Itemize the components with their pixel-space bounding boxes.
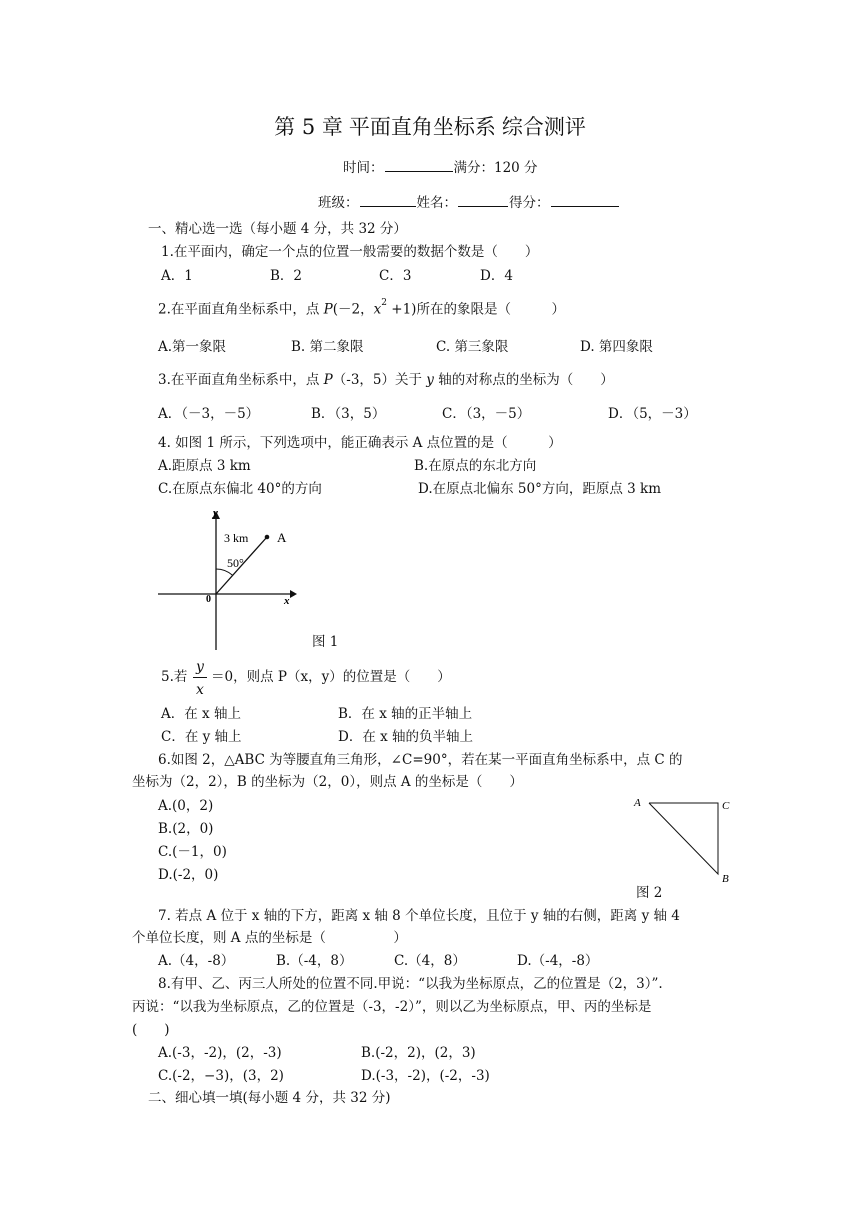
- q1-option-a: A．1: [161, 268, 193, 284]
- q6-option-d: D.(-2，0): [158, 867, 219, 883]
- fig1-x-label: x: [284, 595, 290, 607]
- q5-option-a: A．在 x 轴上: [161, 706, 241, 722]
- q5-option-b: B．在 x 轴的正半轴上: [338, 706, 473, 722]
- q3-option-c: C．（3，－5）: [442, 406, 531, 422]
- q8-option-b: B.(-2，2)，(2，3): [361, 1045, 476, 1061]
- figure-1-diagram: [150, 505, 350, 655]
- q6-option-a: A.(0，2): [158, 798, 214, 814]
- q1-option-c: C．3: [379, 268, 412, 284]
- q4-option-d: D.在原点北偏东 50°方向，距原点 3 km: [418, 481, 662, 497]
- page-title: 第 5 章 平面直角坐标系 综合测评: [274, 115, 586, 139]
- q7-option-a: A.（4，-8）: [158, 953, 235, 969]
- question-6-line-2: 坐标为（2，2），B 的坐标为（2，0），则点 A 的坐标是（ ）: [132, 774, 523, 790]
- q8-option-c: C.(-2，−3)，(3，2): [158, 1068, 284, 1084]
- q5-fraction-denominator: x: [196, 682, 204, 698]
- fig2-label-b: B: [722, 873, 729, 885]
- fig2-label-a: A: [634, 797, 641, 809]
- point-a-dot: [265, 535, 270, 540]
- q6-option-c: C.(－1，0): [158, 844, 227, 860]
- q3-option-a: A．（－3，－5）: [158, 406, 260, 422]
- q7-option-c: C.（4，8）: [394, 953, 466, 969]
- question-6-line-1: 6.如图 2，△ABC 为等腰直角三角形，∠C=90°，若在某一平面直角坐标系中，点 C 的: [158, 752, 683, 768]
- question-8-line-2: 丙说：“以我为坐标原点，乙的位置是（-3，-2）”，则以乙为坐标原点，甲、丙的坐标是: [132, 999, 652, 1015]
- q5-option-d: D．在 x 轴的负半轴上: [338, 729, 474, 745]
- q8-option-a: A.(-3，-2)，(2，-3): [158, 1045, 282, 1061]
- fig1-y-label: y: [213, 507, 218, 519]
- q7-option-b: B.（-4，8）: [276, 953, 353, 969]
- q2-option-c: C. 第三象限: [436, 339, 509, 355]
- figure-2-triangle: [626, 792, 746, 892]
- time-field: 时间： 满分：120 分: [343, 160, 538, 176]
- q1-option-d: D．4: [480, 268, 513, 284]
- figure-2-caption: 图 2: [636, 885, 663, 901]
- q3-option-d: D．（5，－3）: [608, 406, 697, 422]
- fig1-angle-label: 50°: [227, 556, 244, 570]
- section-heading-fill-in: 二、细心填一填(每小题 4 分，共 32 分): [148, 1090, 391, 1106]
- triangle-abc: [649, 803, 718, 874]
- question-5-prefix: 5.若: [161, 669, 188, 685]
- q4-option-a: A.距原点 3 km: [158, 458, 251, 474]
- figure-1-caption: 图 1: [312, 634, 339, 650]
- fig1-distance-label: 3 km: [224, 531, 249, 545]
- x-axis-arrow: [290, 590, 297, 598]
- question-2: 2.在平面直角坐标系中，点 P(－2，$x^2 +1$)所在的象限是（ ）: [158, 298, 565, 318]
- fig2-label-c: C: [722, 800, 730, 812]
- q6-option-b: B.(2，0): [158, 821, 214, 837]
- q2-option-a: A.第一象限: [158, 339, 227, 355]
- student-info-fields: 班级： 姓名： 得分：: [318, 194, 620, 211]
- question-4: 4. 如图 1 所示，下列选项中，能正确表示 A 点位置的是（ ）: [158, 435, 562, 451]
- fig1-point-label: A: [277, 530, 287, 545]
- q8-option-d: D.(-3，-2)，(-2，-3): [361, 1068, 490, 1084]
- question-5: ＝0，则点 P（x，y）的位置是（ ）: [211, 669, 451, 685]
- q1-option-b: B．2: [270, 268, 303, 284]
- question-7-line-1: 7. 若点 A 位于 x 轴的下方，距离 x 轴 8 个单位长度，且位于 y 轴的右侧，距离 y 轴 4: [158, 908, 680, 924]
- q4-option-c: C.在原点东偏北 40°的方向: [158, 481, 322, 497]
- question-8-line-1: 8.有甲、乙、丙三人所处的位置不同.甲说：“以我为坐标原点，乙的位置是（2，3）”.: [158, 976, 663, 992]
- question-1: 1.在平面内，确定一个点的位置一般需要的数据个数是（ ）: [161, 244, 539, 260]
- q5-fraction-bar: [193, 677, 207, 678]
- q2-option-d: D. 第四象限: [580, 339, 653, 355]
- section-heading-choice: 一、精心选一选（每小题 4 分，共 32 分）: [148, 221, 407, 237]
- q2-option-b: B. 第二象限: [291, 339, 364, 355]
- q5-option-c: C．在 y 轴上: [161, 729, 242, 745]
- question-7-line-2: 个单位长度，则 A 点的坐标是（ ）: [132, 930, 407, 946]
- q5-fraction-numerator: y: [196, 659, 204, 675]
- q3-option-b: B．（3，5）: [311, 406, 386, 422]
- q7-option-d: D.（-4，-8）: [517, 953, 599, 969]
- q4-option-b: B.在原点的东北方向: [414, 458, 537, 474]
- fig1-origin-label: 0: [206, 594, 211, 605]
- question-8-line-3: ( ): [132, 1022, 170, 1038]
- question-3: 3.在平面直角坐标系中，点 P（-3，5）关于 y 轴的对称点的坐标为（ ）: [158, 372, 614, 388]
